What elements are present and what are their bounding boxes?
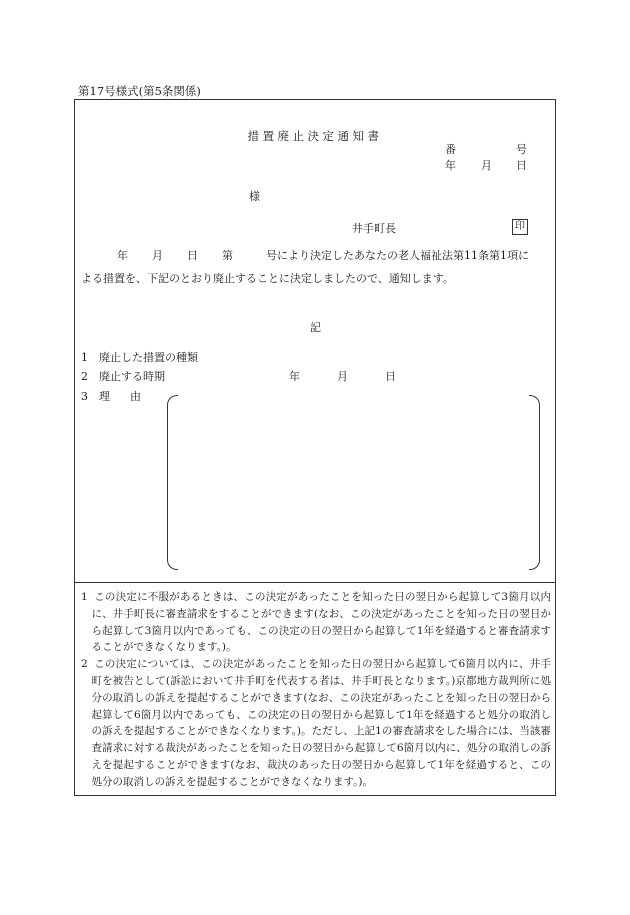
- item-3-number: 3: [81, 390, 88, 403]
- section-divider: [75, 582, 555, 583]
- note-2-text: この決定については、この決定があったことを知った日の翌日から起算して6箇月以内に、井手町を被告として(訴訟において井手町を代表する者は、井手町長となります。)京都地方裁判所に処分の取消しの訴えを提起することができます(なお、この決定があったことを知った日の翌日から起算して6箇月以内であっても、この決定の日の翌日から起算して1年を経過すると処分の取消しの訴えを提起することができなくなります。)。ただし、上記1の審査請求をした場合には、当該審査請求に対する裁決があったことを知った日の翌日から起算して6箇月以内に、処分の取消しの訴えを提起することができます(なお、裁決のあった日の翌日から起算して1年を経過すると、この処分の取消しの訴えを提起することができなくなります。)。: [91, 658, 551, 788]
- number-go-label: 号: [516, 143, 527, 156]
- item-1-label: 廃止した措置の種類: [99, 351, 198, 364]
- body-year-label: 年: [117, 249, 128, 262]
- notice-body: [81, 244, 551, 290]
- body-line-1-rest: 号により決定したあなたの老人福祉法第11条第1項に: [266, 249, 529, 262]
- item-1-number: 1: [81, 351, 88, 364]
- number-ban-label: 番: [445, 143, 456, 156]
- appeal-notes: [81, 589, 551, 791]
- notice-body-line-2: よる措置を、下記のとおり廃止することに決定しましたので、通知します。: [81, 272, 454, 285]
- issuer-name: 井手町長: [352, 222, 396, 235]
- note-2-number: 2: [81, 658, 88, 671]
- item-3-label-b: 由: [130, 390, 141, 403]
- note-1-text: この決定に不服があるときは、この決定があったことを知った日の翌日から起算して3箇月以内に、井手町長に審査請求をすることができます(なお、この決定があったことを知った日の翌日から起算して3箇月以内であっても、この決定の日の翌日から起算して1年を経過すると審査請求することができなくなります。)。: [91, 591, 551, 654]
- ki-label: 記: [310, 321, 321, 334]
- reason-bracket-left: [167, 395, 178, 570]
- item-2-number: 2: [81, 370, 88, 383]
- item-3: [81, 388, 141, 404]
- notice-body-line-1: [81, 244, 551, 267]
- item-1: [81, 349, 198, 365]
- date-month-label: 月: [481, 159, 492, 172]
- notice-form: [74, 99, 556, 796]
- form-number-label: 第17号様式(第5条関係): [78, 84, 201, 98]
- body-month-label: 月: [152, 249, 163, 262]
- body-dai-label: 第: [222, 249, 233, 262]
- reason-bracket-right: [529, 395, 540, 570]
- item-2-year-label: 年: [289, 370, 300, 383]
- item-3-label-a: 理: [99, 390, 110, 403]
- date-day-label: 日: [516, 159, 527, 172]
- body-day-label: 日: [187, 249, 198, 262]
- note-item-2: [81, 656, 551, 790]
- item-2-month-label: 月: [337, 370, 348, 383]
- note-1-number: 1: [81, 591, 88, 603]
- document-title: 措置廃止決定通知書: [247, 129, 383, 143]
- note-item-1: [81, 589, 551, 656]
- item-2-day-label: 日: [385, 370, 396, 383]
- addressee-suffix: 様: [249, 190, 260, 203]
- item-2: [81, 368, 165, 384]
- date-year-label: 年: [445, 159, 456, 172]
- item-2-label: 廃止する時期: [99, 370, 165, 383]
- seal-mark: 印: [512, 219, 528, 235]
